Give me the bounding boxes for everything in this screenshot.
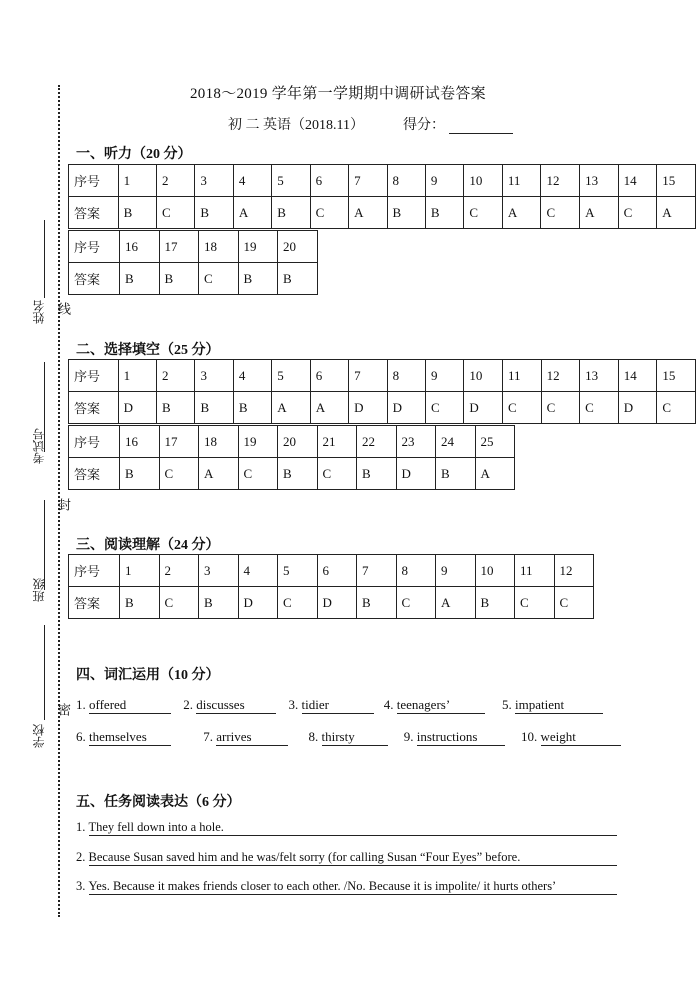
page-subtitle (228, 114, 513, 134)
table-cell: B (357, 587, 397, 619)
table-cell: 13 (580, 360, 619, 392)
section-2-table (68, 359, 696, 424)
vocab-row-1 (76, 697, 606, 714)
table-cell: 1 (120, 555, 160, 587)
table-cell: C (541, 392, 580, 424)
table-cell: 9 (436, 555, 476, 587)
table-cell: A (580, 197, 619, 229)
list-item: 6. themselves (76, 729, 200, 746)
answer-line-2: 2. Because Susan saved him and he was/felt sorry (for calling Susan “Four Eyes” before. (76, 850, 620, 866)
table-header-cell: 序号 (69, 165, 119, 197)
table-row (69, 231, 318, 263)
section-5-title: 五、任务阅读表达（6 分） (76, 795, 241, 810)
table-cell: C (541, 197, 580, 229)
table-cell: B (195, 197, 233, 229)
section-3-title: 三、阅读理解（24 分） (76, 538, 220, 553)
table-cell: 6 (310, 360, 348, 392)
table-row (69, 165, 696, 197)
table-cell: 24 (436, 426, 476, 458)
table-cell: 2 (157, 360, 195, 392)
list-item: 8. thirsty (309, 729, 401, 746)
table-cell: 12 (541, 360, 580, 392)
section-1-title: 一、听力（20 分） (76, 147, 192, 162)
table-cell: D (317, 587, 357, 619)
table-cell: 8 (396, 555, 436, 587)
table-cell: A (436, 587, 476, 619)
table-cell: A (310, 392, 348, 424)
list-item: 3. tidier (289, 697, 381, 714)
table-cell: B (199, 587, 239, 619)
section-2-table-2 (68, 425, 515, 490)
table-cell: 18 (199, 426, 239, 458)
table-cell: 16 (120, 231, 160, 263)
table-cell: 3 (195, 165, 233, 197)
table-cell: 2 (159, 555, 199, 587)
table-cell: 14 (618, 360, 657, 392)
table-cell: 13 (580, 165, 619, 197)
table-cell: 5 (278, 555, 318, 587)
table-cell: 5 (272, 165, 310, 197)
table-cell: B (159, 263, 199, 295)
table-cell: 2 (157, 165, 195, 197)
table-cell: C (657, 392, 696, 424)
table-cell: C (396, 587, 436, 619)
table-cell: D (238, 587, 278, 619)
table-cell: 1 (118, 360, 156, 392)
table-cell: 19 (238, 231, 278, 263)
table-cell: 15 (657, 165, 696, 197)
table-cell: 22 (357, 426, 397, 458)
table-cell: C (580, 392, 619, 424)
table-cell: 11 (502, 165, 541, 197)
table-cell: 25 (475, 426, 515, 458)
table-cell: 9 (426, 360, 464, 392)
table-header-cell: 序号 (69, 555, 120, 587)
table-cell: 4 (233, 165, 271, 197)
score-blank (449, 121, 513, 134)
list-item: 5. impatient (502, 697, 606, 714)
table-cell: C (618, 197, 657, 229)
table-cell: 11 (515, 555, 555, 587)
seal-feng-char: 封 (56, 498, 71, 511)
table-cell: A (233, 197, 271, 229)
table-cell: A (502, 197, 541, 229)
table-cell: A (349, 197, 387, 229)
table-cell: 20 (278, 426, 318, 458)
table-cell: 6 (310, 165, 348, 197)
table-row (69, 587, 594, 619)
table-cell: B (195, 392, 233, 424)
table-cell: D (349, 392, 387, 424)
table-row (69, 458, 515, 490)
table-cell: C (159, 458, 199, 490)
list-item: 2. discusses (183, 697, 285, 714)
answer-line-3: 3. Yes. Because it makes friends closer to each other. /No. Because it is impolite/ it hurts others’ (76, 879, 620, 895)
table-cell: B (475, 587, 515, 619)
table-header-cell: 序号 (69, 360, 119, 392)
table-header-cell: 答案 (69, 197, 119, 229)
list-item: 10. weight (521, 729, 625, 746)
table-cell: B (278, 458, 318, 490)
table-header-cell: 答案 (69, 392, 119, 424)
table-cell: D (387, 392, 425, 424)
table-cell: B (272, 197, 310, 229)
table-cell: B (436, 458, 476, 490)
school-blank-line (44, 625, 45, 720)
table-cell: 17 (159, 426, 199, 458)
table-cell: 12 (541, 165, 580, 197)
table-cell: 3 (199, 555, 239, 587)
table-cell: 14 (618, 165, 657, 197)
table-cell: C (426, 392, 464, 424)
table-cell: C (310, 197, 348, 229)
table-cell: 10 (464, 360, 503, 392)
table-cell: A (475, 458, 515, 490)
section-4-title: 四、词汇运用（10 分） (76, 668, 220, 683)
table-cell: B (120, 263, 160, 295)
table-cell: 7 (357, 555, 397, 587)
table-cell: B (425, 197, 463, 229)
table-cell: C (503, 392, 542, 424)
list-item: 1. offered (76, 697, 180, 714)
table-cell: 3 (195, 360, 233, 392)
table-cell: B (387, 197, 425, 229)
table-cell: D (618, 392, 657, 424)
table-cell: C (278, 587, 318, 619)
table-cell: 23 (396, 426, 436, 458)
table-cell: 12 (554, 555, 594, 587)
table-row (69, 197, 696, 229)
table-cell: 19 (238, 426, 278, 458)
table-row (69, 555, 594, 587)
table-cell: C (515, 587, 555, 619)
list-item: 4. teenagers’ (384, 697, 499, 714)
table-cell: 4 (238, 555, 278, 587)
table-cell: D (396, 458, 436, 490)
class-label: 班级 (32, 578, 46, 602)
table-cell: 7 (349, 165, 387, 197)
name-blank-line (44, 220, 45, 298)
table-row (69, 263, 318, 295)
class-blank-line (44, 500, 45, 590)
table-cell: D (118, 392, 156, 424)
table-cell: 5 (272, 360, 310, 392)
table-cell: 10 (475, 555, 515, 587)
vocab-row-2 (76, 729, 625, 746)
table-header-cell: 答案 (69, 587, 120, 619)
exam-no-label: 考试号 (32, 428, 46, 464)
table-cell: C (554, 587, 594, 619)
table-cell: B (238, 263, 278, 295)
answer-line-1: 1. They fell down into a hole. (76, 820, 620, 836)
table-cell: 20 (278, 231, 318, 263)
table-cell: 10 (464, 165, 503, 197)
table-cell: 9 (425, 165, 463, 197)
seal-line-char: 线 (56, 302, 71, 315)
table-cell: B (120, 458, 160, 490)
table-cell: B (120, 587, 160, 619)
table-cell: 7 (349, 360, 387, 392)
seal-mi-char: 密 (56, 703, 71, 716)
table-cell: 6 (317, 555, 357, 587)
table-cell: 8 (387, 165, 425, 197)
table-cell: 21 (317, 426, 357, 458)
table-header-cell: 序号 (69, 426, 120, 458)
table-row (69, 360, 696, 392)
table-cell: A (199, 458, 239, 490)
table-cell: C (199, 263, 239, 295)
table-header-cell: 答案 (69, 458, 120, 490)
table-cell: C (159, 587, 199, 619)
page-title: 2018～2019 学年第一学期期中调研试卷答案 (190, 86, 486, 102)
table-row (69, 392, 696, 424)
name-label: 姓名 (32, 300, 46, 324)
school-label: 学校 (32, 724, 46, 748)
table-cell: B (118, 197, 156, 229)
section-2-title: 二、选择填空（25 分） (76, 343, 220, 358)
section-1-table-2 (68, 230, 318, 295)
table-cell: 11 (503, 360, 542, 392)
list-item: 7. arrives (203, 729, 305, 746)
table-cell: A (272, 392, 310, 424)
table-header-cell: 序号 (69, 231, 120, 263)
section-1-table (68, 164, 696, 229)
table-cell: B (157, 392, 195, 424)
table-cell: C (238, 458, 278, 490)
table-cell: 1 (118, 165, 156, 197)
table-cell: 18 (199, 231, 239, 263)
table-cell: 4 (233, 360, 271, 392)
table-cell: B (233, 392, 271, 424)
table-cell: D (464, 392, 503, 424)
score-label: 得分： (402, 118, 445, 133)
table-cell: C (464, 197, 503, 229)
table-cell: B (278, 263, 318, 295)
table-cell: 17 (159, 231, 199, 263)
table-row (69, 426, 515, 458)
list-item: 9. instructions (404, 729, 518, 746)
table-cell: A (657, 197, 696, 229)
table-cell: C (317, 458, 357, 490)
section-3-table (68, 554, 594, 619)
table-cell: C (157, 197, 195, 229)
table-cell: 16 (120, 426, 160, 458)
grade-subject: 初 二 英语（2018.11） (228, 118, 364, 133)
table-cell: 8 (387, 360, 425, 392)
table-header-cell: 答案 (69, 263, 120, 295)
table-cell: 15 (657, 360, 696, 392)
table-cell: B (357, 458, 397, 490)
